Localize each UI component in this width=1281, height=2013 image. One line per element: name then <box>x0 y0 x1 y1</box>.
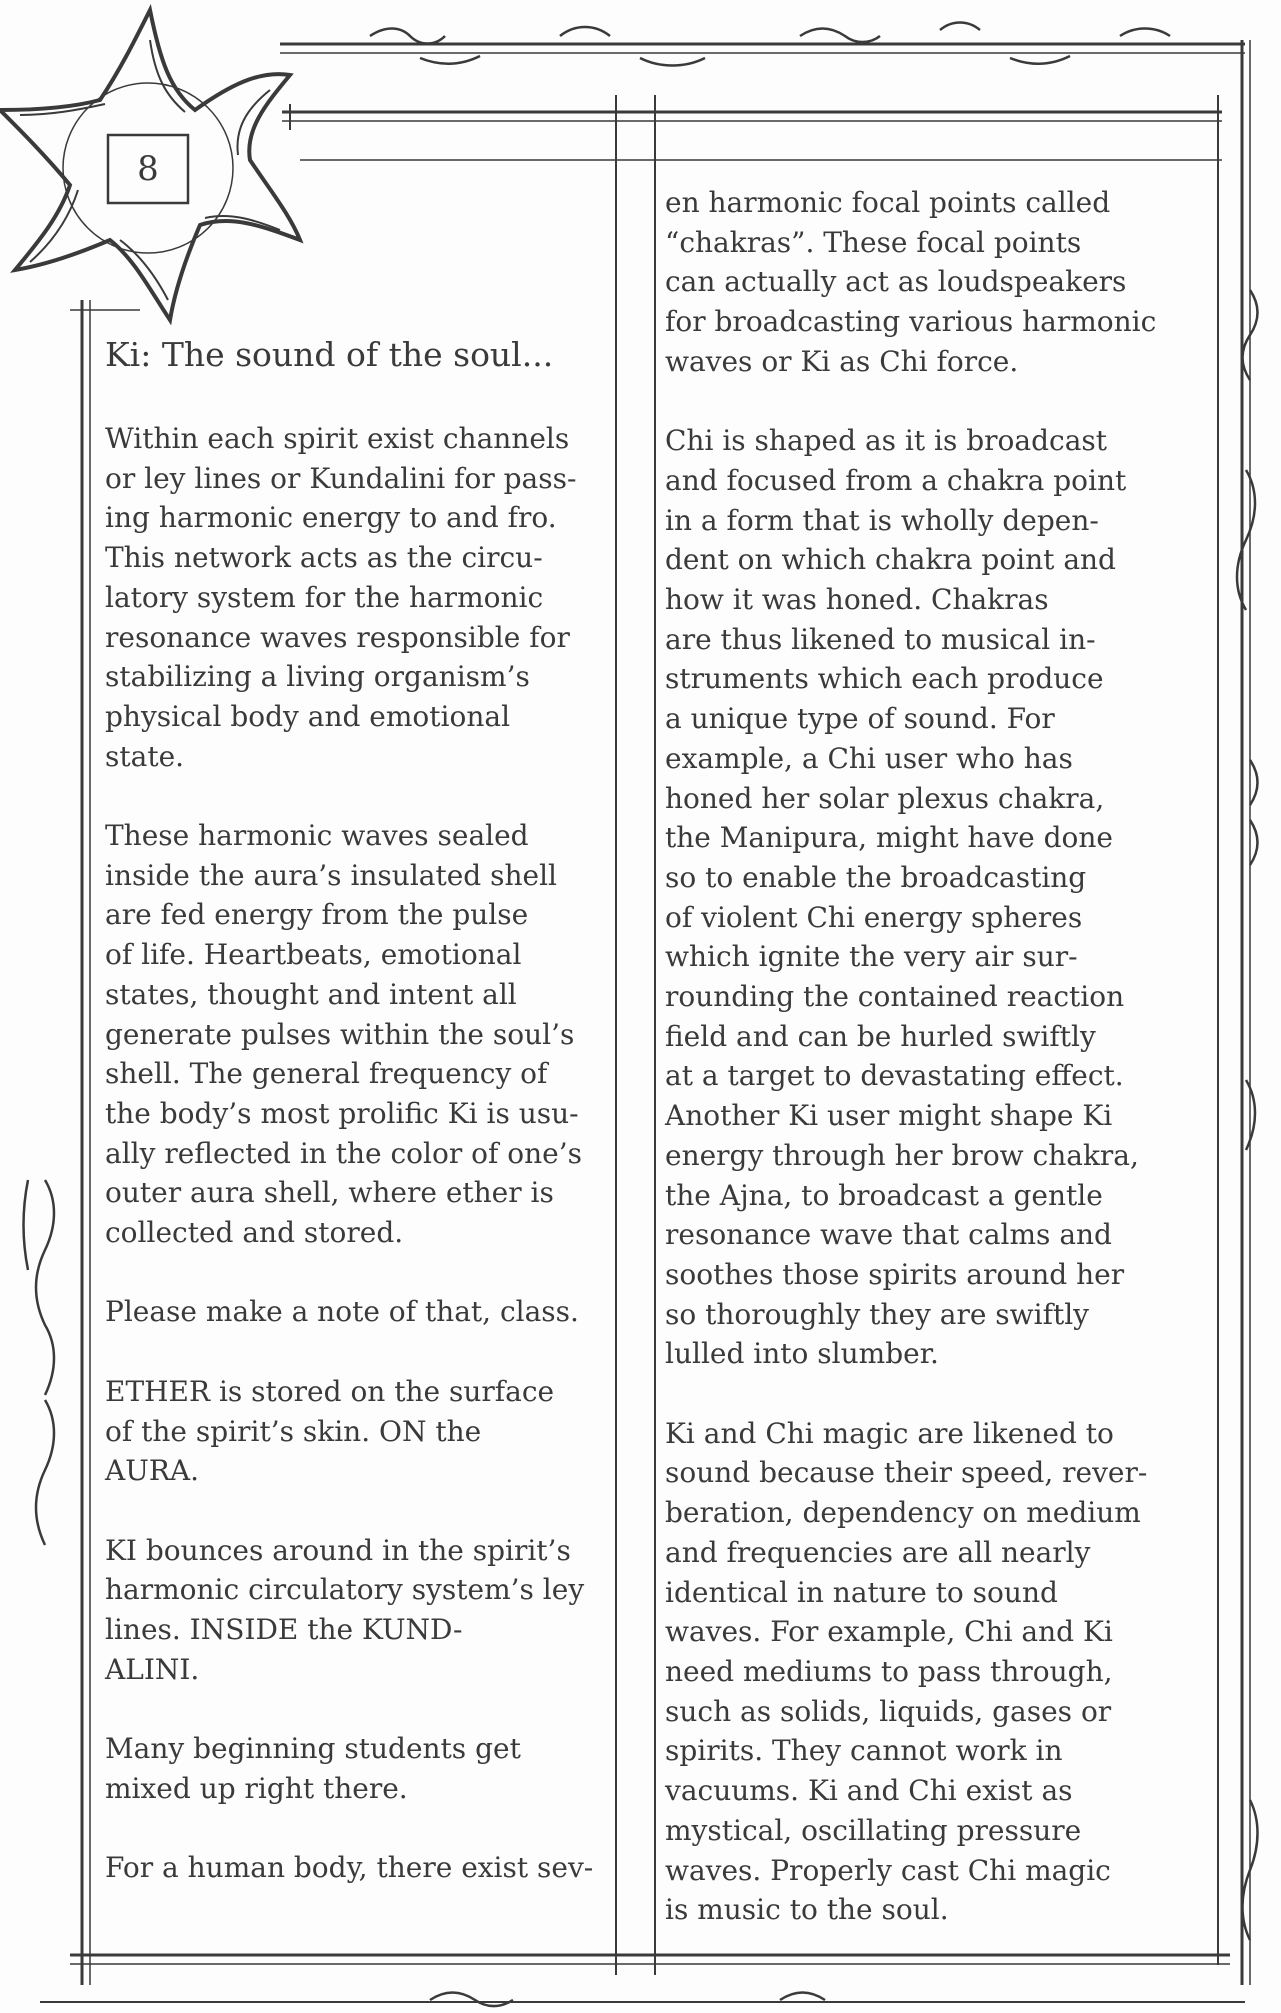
paragraph: ETHER is stored on the surface of the spirit’s skin. ON the AURA. <box>105 1374 555 1488</box>
paragraph: Chi is shaped as it is broadcast and focused from a chakra point in a form that is wholly depen- dent on which chakra point and how it was honed. Chakras are thus likened to musical in- struments which each produce a unique type of sound. For example, a Chi user who has honed her solar plexus chakra, the Manipura, might have done so to enable the broadcasting of violent Chi energy spheres which ignite the very air sur- rounding the contained reaction field and can be hurled swiftly at a target to devastating effect. Another Ki user might shape Ki energy through her brow chakra, the Ajna, to broadcast a gentle resonance wave that calms and soothes those spirits around her so thoroughly they are swiftly lulled into slumber. <box>665 424 1139 1371</box>
vine-flourish-icon <box>430 1993 825 2007</box>
vine-flourish-icon <box>24 1180 55 1545</box>
paragraph: en harmonic focal points called “chakras”. These focal points can actually act as loudspeakers for broadcasting various harmonic waves or Ki as Chi force. <box>665 186 1157 378</box>
right-column <box>665 183 1180 1970</box>
page-number: 8 <box>137 149 159 189</box>
page-heading: Ki: The sound of the soul... <box>105 335 554 374</box>
paragraph: Ki and Chi magic are likened to sound because their speed, rever- beration, dependency on medium and frequencies are all nearly identical in nature to sound waves. For example, Chi and Ki need mediums to pass through, such as solids, liquids, gases or spirits. They cannot work in vacuums. Ki and Chi exist as mystical, oscillating pressure waves. Properly cast Chi magic is music to the soul. <box>665 1416 1148 1927</box>
paragraph: Within each spirit exist channels or ley lines or Kundalini for pass- ing harmonic energy to and fro. This network acts as the circu- latory system for the harmonic resonance waves responsible for stabilizing a living organism’s physical body and emotional state. <box>105 422 577 773</box>
paragraph: KI bounces around in the spirit’s harmonic circulatory system’s ley lines. INSIDE the KUND- ALINI. <box>105 1533 585 1686</box>
left-column <box>105 335 615 1928</box>
paragraph: Many beginning students get mixed up right there. <box>105 1732 521 1805</box>
paragraph: Please make a note of that, class. <box>105 1295 579 1329</box>
paragraph: These harmonic waves sealed inside the aura’s insulated shell are fed energy from the pulse of life. Heartbeats, emotional states, thought and intent all generate pulses within the soul’s shell. The general frequency of the body’s most prolific Ki is usu- ally reflected in the color of one’s outer aura shell, where ether is collected and stored. <box>105 819 582 1250</box>
vine-flourish-icon <box>1237 290 1258 1940</box>
paragraph: For a human body, there exist sev- <box>105 1851 594 1885</box>
